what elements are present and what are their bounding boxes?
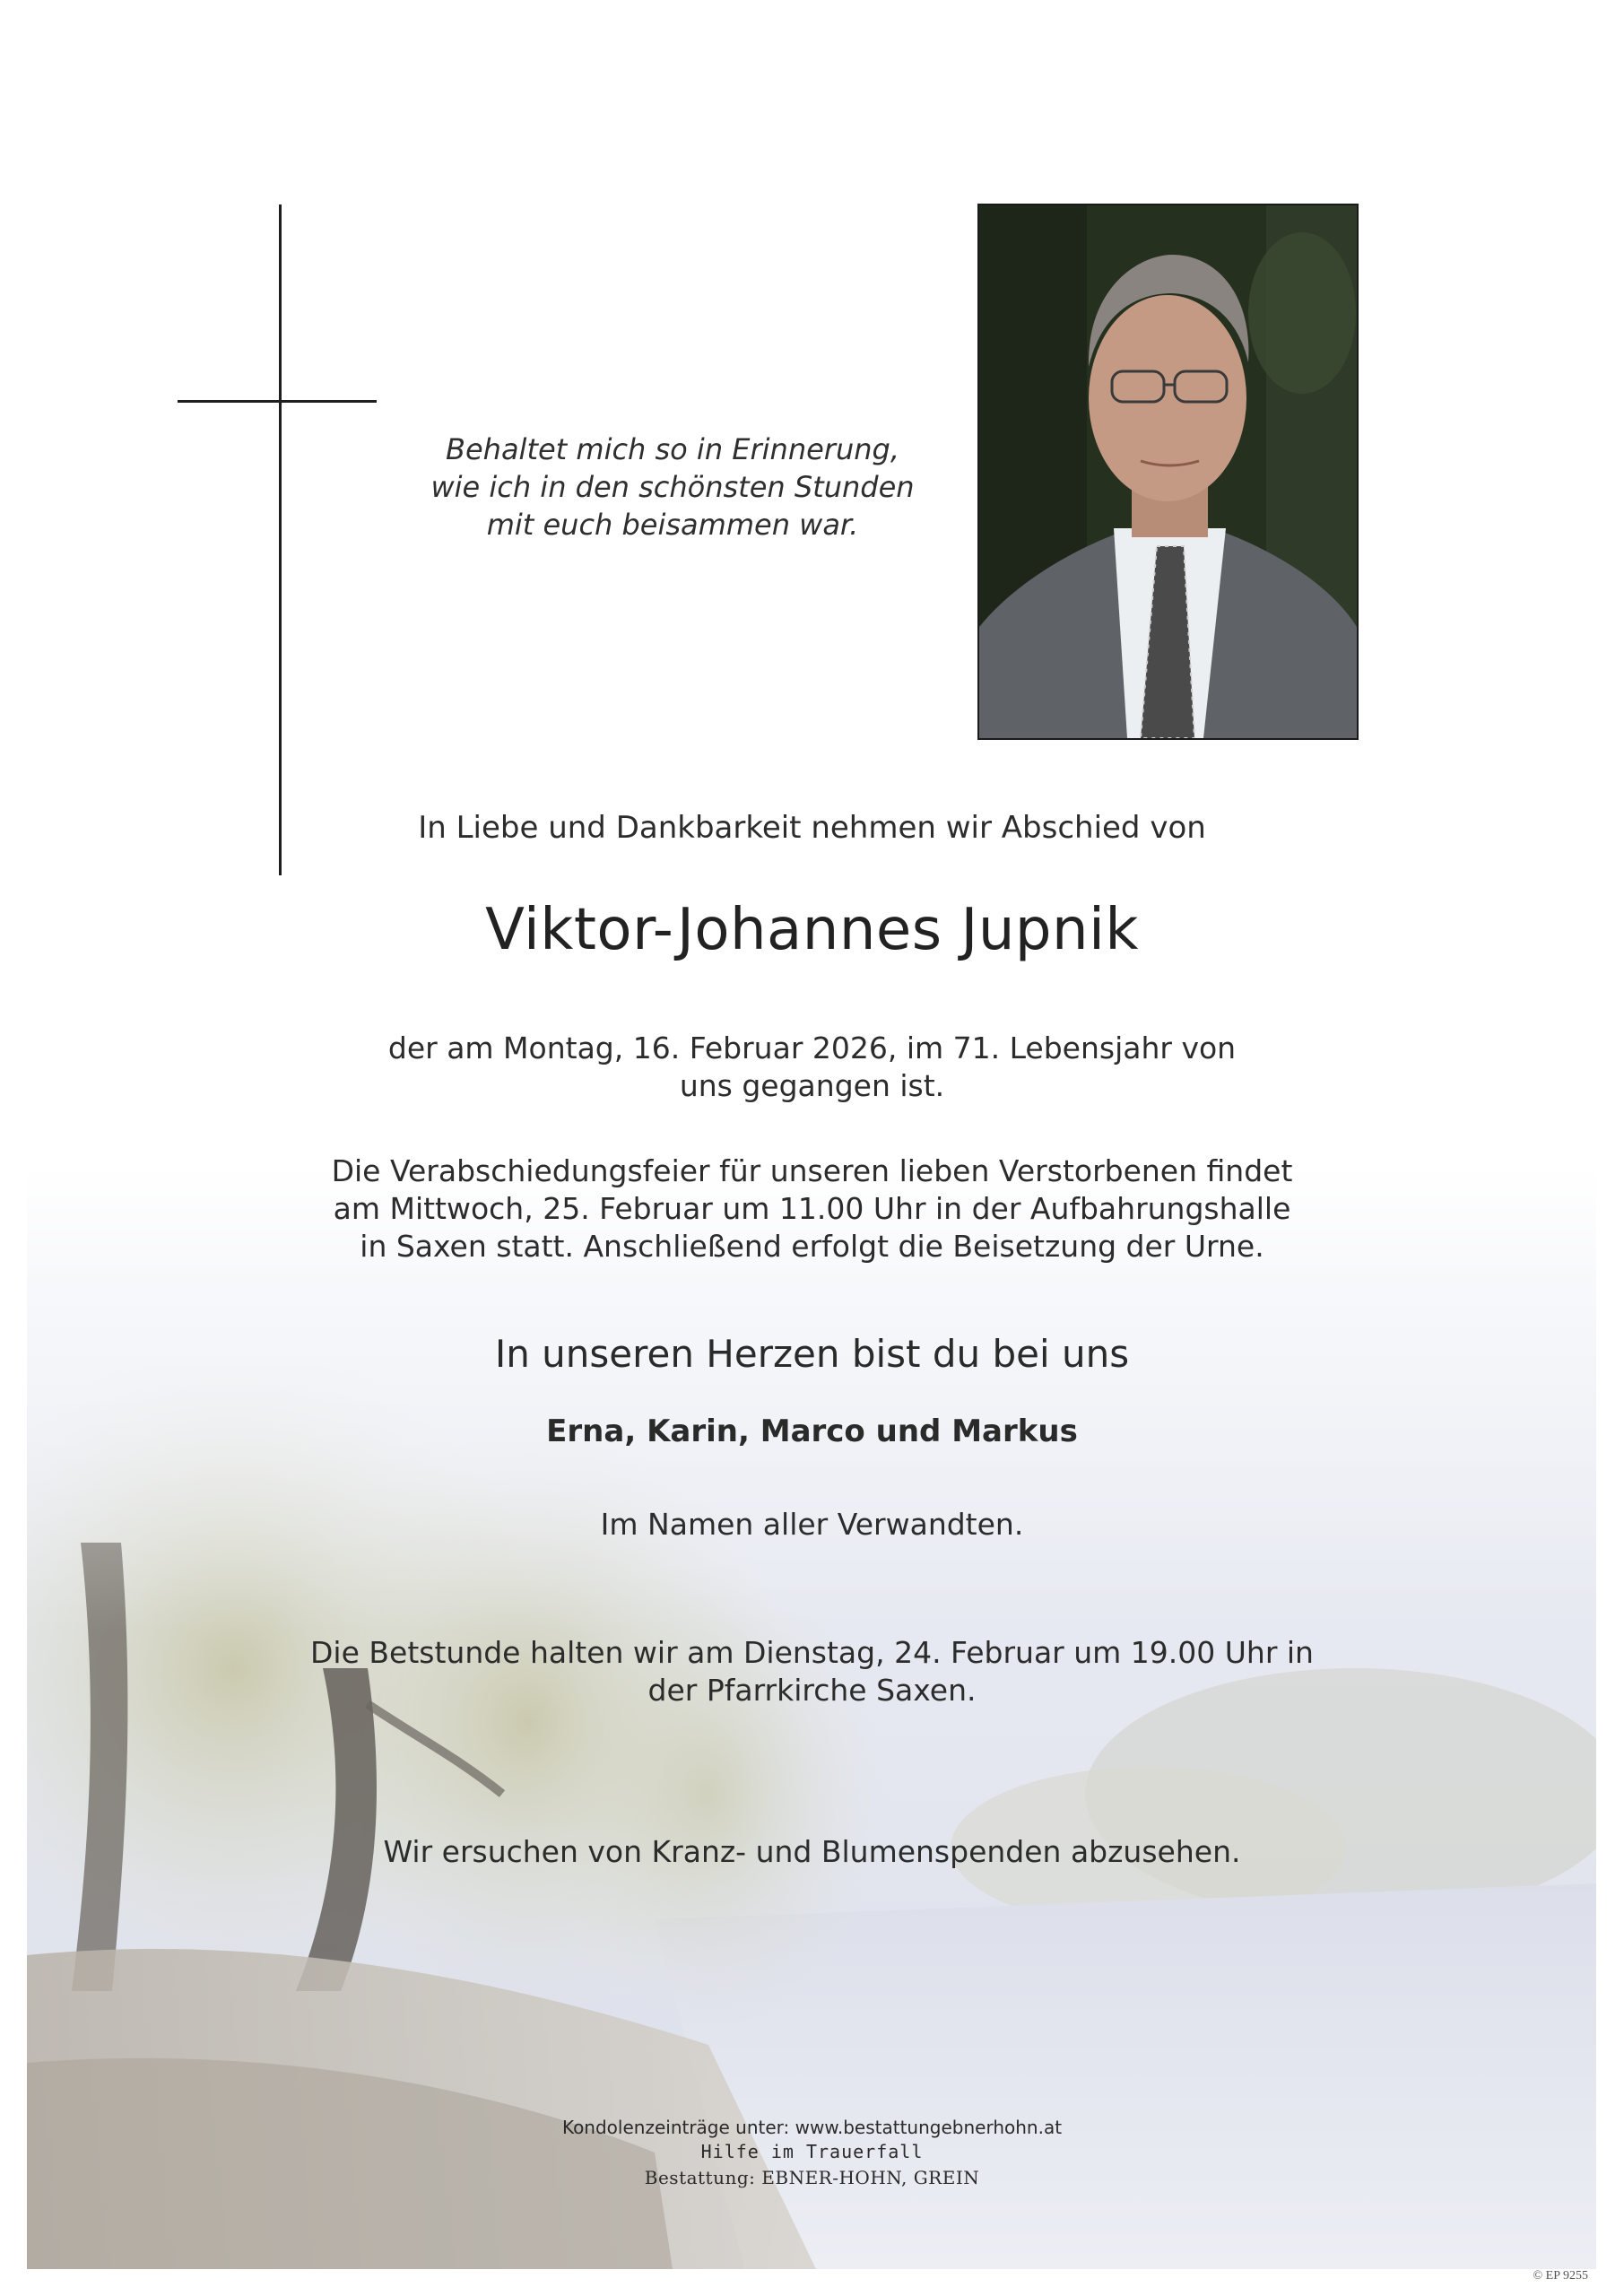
verse-line: mit euch beisammen war.: [486, 508, 859, 542]
ceremony-line: Die Verabschiedungsfeier für unseren lieben Verstorbenen findet: [331, 1153, 1293, 1188]
help-text: Hilfe im Trauerfall: [700, 2141, 924, 2162]
death-notice: [0, 1030, 1624, 1105]
death-notice-line: uns gegangen ist.: [679, 1068, 945, 1103]
undertaker-label: Bestattung:: [644, 2167, 756, 2188]
portrait-image: [979, 205, 1357, 738]
relatives-text: Im Namen aller Verwandten.: [600, 1507, 1024, 1542]
prayer-line: der Pfarrkirche Saxen.: [647, 1673, 977, 1708]
undertaker-line: [0, 2167, 1624, 2188]
undertaker-name: EBNER-HOHN, GREIN: [761, 2167, 980, 2188]
deceased-name: Viktor-Johannes Jupnik: [485, 897, 1139, 963]
condolences-link: Kondolenzeinträge unter: www.bestattungebnerhohn.at: [561, 2117, 1063, 2138]
ceremony-line: am Mittwoch, 25. Februar um 11.00 Uhr in der Aufbahrungshalle: [333, 1191, 1291, 1226]
portrait-photo: [977, 204, 1359, 740]
heart-quote: In unseren Herzen bist du bei uns: [494, 1332, 1130, 1376]
prayer-notice: [0, 1634, 1624, 1709]
ceremony-line: in Saxen statt. Anschließend erfolgt die Beisetzung der Urne.: [360, 1229, 1264, 1264]
cross-horizontal-line: [178, 400, 377, 403]
cross-vertical-line: [279, 204, 282, 875]
verse-line: wie ich in den schönsten Stunden: [430, 470, 915, 504]
intro-text: In Liebe und Dankbarkeit nehmen wir Abschied von: [418, 810, 1206, 846]
template-code: © EP 9255: [1533, 2269, 1588, 2283]
family-names: Erna, Karin, Marco und Markus: [546, 1413, 1078, 1449]
prayer-line: Die Betstunde halten wir am Dienstag, 24. Februar um 19.00 Uhr in: [310, 1635, 1314, 1670]
death-notice-line: der am Montag, 16. Februar 2026, im 71. Lebensjahr von: [387, 1031, 1237, 1065]
verse-line: Behaltet mich so in Erinnerung,: [446, 432, 899, 466]
memorial-verse: [395, 430, 951, 544]
donations-note: Wir ersuchen von Kranz- und Blumenspenden abzusehen.: [383, 1834, 1241, 1869]
ceremony-notice: [0, 1152, 1624, 1265]
